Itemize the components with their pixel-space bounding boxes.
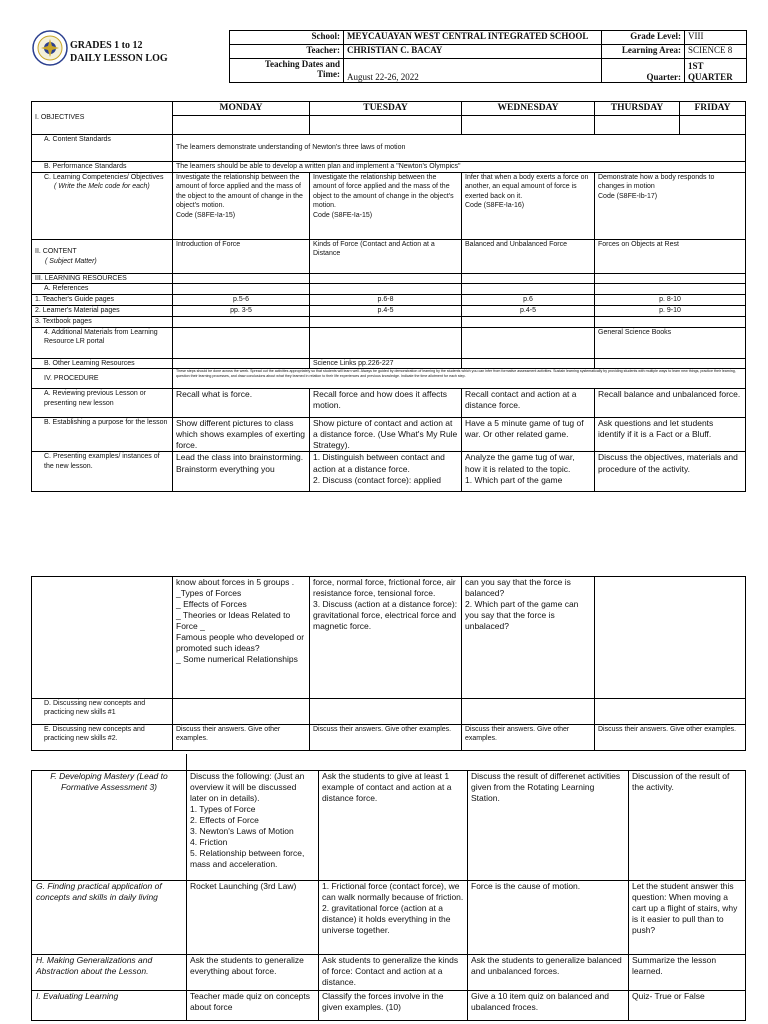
proc-a-monday: Recall what is force. bbox=[173, 389, 310, 418]
performance-label: B. Performance Standards bbox=[32, 162, 173, 173]
content-label: II. CONTENT ( Subject Matter) bbox=[32, 240, 173, 274]
grade-label: Grade Level: bbox=[602, 31, 685, 45]
textbook-label: 3. Textbook pages bbox=[32, 316, 173, 327]
procedure-note: These steps should be done across the week. Spread out the activities appropriately so that students will learn well. Always be guided by demonstration of learning by the students which you can infer from formative assessment activities. Sustain learning systematically by providing students with multiple ways to learn new things, practice their learning, question their learning processes, and draw conclusions about what they learned in relation to their life experiences and previous knowledge. Indicate the time allotment for each step. bbox=[173, 369, 746, 389]
proc-a-tuesday: Recall force and how does it affects motion. bbox=[310, 389, 462, 418]
day-wednesday: WEDNESDAY bbox=[462, 102, 595, 116]
tg-thursday: p. 8-10 bbox=[595, 294, 746, 305]
proc-g-monday: Rocket Launching (3rd Law) bbox=[187, 881, 319, 955]
tg-label: 1. Teacher's Guide pages bbox=[32, 294, 173, 305]
proc-b-thursday: Ask questions and let students identify if it is a Fact or a Bluff. bbox=[595, 418, 746, 452]
competency-tuesday: Investigate the relationship between the amount of force applied and the mass of the object to the amount of change in the object's motion. Code (S8FE-Ia-15) bbox=[310, 173, 462, 240]
area-label: Learning Area: bbox=[602, 45, 685, 59]
proc-e-wednesday: Discuss their answers. Give other examples. bbox=[462, 725, 595, 751]
lesson-table-page2 bbox=[31, 576, 746, 751]
competency-monday: Investigate the relationship between the amount of force applied and the mass of the object to the amount of change in the object's motion. Code (S8FE-Ia-15) bbox=[173, 173, 310, 240]
references-label: A. References bbox=[32, 284, 173, 294]
proc-g-thursday: Let the student answer this question: When moving a cart up a flight of stairs, why is it easier to pull than to push? bbox=[629, 881, 746, 955]
day-thursday: THURSDAY bbox=[595, 102, 680, 116]
proc-c-tuesday-cont: force, normal force, frictional force, air resistance force, tensional force. 3. Discuss (action at a distance force): gravitational force, electrical force and magnetic force. bbox=[310, 577, 462, 699]
day-monday: MONDAY bbox=[173, 102, 310, 116]
proc-e-monday: Discuss their answers. Give other examples. bbox=[173, 725, 310, 751]
proc-b-wednesday: Have a 5 minute game of tug of war. Or other related game. bbox=[462, 418, 595, 452]
content-monday: Introduction of Force bbox=[173, 240, 310, 274]
proc-h-tuesday: Ask students to generalize the kinds of force: Contact and action at a distance. bbox=[319, 955, 468, 991]
lesson-table-page3 bbox=[31, 770, 746, 1021]
log-title: GRADES 1 to 12 DAILY LESSON LOG bbox=[70, 40, 168, 64]
other-resources-label: B. Other Learning Resources bbox=[32, 358, 173, 368]
additional-thursday: General Science Books bbox=[595, 327, 746, 358]
proc-a-label: A. Reviewing previous Lesson or presenting new lesson bbox=[32, 389, 173, 418]
day-tuesday: TUESDAY bbox=[310, 102, 462, 116]
proc-i-wednesday: Give a 10 item quiz on balanced and ubalanced froces. bbox=[468, 991, 629, 1021]
proc-c-thursday: Discuss the objectives, materials and procedure of the activity. bbox=[595, 452, 746, 492]
proc-f-wednesday: Discuss the result of differenet activities given from the Rotating Learning Station. bbox=[468, 771, 629, 881]
quarter-value: 1ST QUARTER bbox=[685, 59, 747, 83]
proc-c-monday: Lead the class into brainstorming. Brainstorm everything you bbox=[173, 452, 310, 492]
proc-f-thursday: Discussion of the result of the activity. bbox=[629, 771, 746, 881]
proc-c-tuesday: 1. Distinguish between contact and action at a distance force. 2. Discuss (contact force): applied bbox=[310, 452, 462, 492]
proc-i-monday: Teacher made quiz on concepts about force bbox=[187, 991, 319, 1021]
proc-i-thursday: Quiz- True or False bbox=[629, 991, 746, 1021]
content-tuesday: Kinds of Force (Contact and Action at a Distance bbox=[310, 240, 462, 274]
teacher-label: Teacher: bbox=[230, 45, 344, 59]
proc-d-label: D. Discussing new concepts and practicing new skills #1 bbox=[32, 699, 173, 725]
dates-label: Teaching Dates and Time: bbox=[230, 59, 344, 83]
page3-divider bbox=[186, 754, 187, 771]
proc-a-wednesday: Recall contact and action at a distance force. bbox=[462, 389, 595, 418]
day-friday: FRIDAY bbox=[680, 102, 746, 116]
content-wednesday: Balanced and Unbalanced Force bbox=[462, 240, 595, 274]
school-value: MEYCAUAYAN WEST CENTRAL INTEGRATED SCHOOL bbox=[344, 31, 602, 45]
proc-h-label: H. Making Generalizations and Abstraction about the Lesson. bbox=[32, 955, 187, 991]
performance-standards: The learners should be able to develop a written plan and implement a "Newton's Olympics" bbox=[173, 162, 746, 173]
lesson-table-page1 bbox=[31, 101, 746, 492]
tg-tuesday: p.6-8 bbox=[310, 294, 462, 305]
proc-g-label: G. Finding practical application of concepts and skills in daily living bbox=[32, 881, 187, 955]
proc-a-thursday: Recall balance and unbalanced force. bbox=[595, 389, 746, 418]
proc-i-tuesday: Classify the forces involve in the given examples. (10) bbox=[319, 991, 468, 1021]
content-standards-label: A. Content Standards bbox=[32, 135, 173, 162]
proc-f-label: F. Developing Mastery (Lead to Formative Assessment 3) bbox=[32, 771, 187, 881]
proc-g-wednesday: Force is the cause of motion. bbox=[468, 881, 629, 955]
school-label: School: bbox=[230, 31, 344, 45]
content-thursday: Forces on Objects at Rest bbox=[595, 240, 746, 274]
dates-value: August 22-26, 2022 bbox=[344, 59, 602, 83]
objectives-label: I. OBJECTIVES bbox=[32, 102, 173, 135]
proc-b-label: B. Establishing a purpose for the lesson bbox=[32, 418, 173, 452]
area-value: SCIENCE 8 bbox=[685, 45, 747, 59]
proc-h-thursday: Summarize the lesson learned. bbox=[629, 955, 746, 991]
lm-wednesday: p.4-5 bbox=[462, 305, 595, 316]
lm-tuesday: p.4-5 bbox=[310, 305, 462, 316]
lm-thursday: p. 9-10 bbox=[595, 305, 746, 316]
quarter-label: Quarter: bbox=[602, 59, 685, 83]
proc-b-tuesday: Show picture of contact and action at a distance force. (Use What's My Rule Strategy). bbox=[310, 418, 462, 452]
proc-c-monday-cont: know about forces in 5 groups . _Types of Forces _ Effects of Forces _ Theories or Ideas Related to Force _ Famous people who developed or promoted such ideas? _ Some numerical Relationships bbox=[173, 577, 310, 699]
proc-b-monday: Show different pictures to class which shows examples of exerting force. bbox=[173, 418, 310, 452]
proc-i-label: I. Evaluating Learning bbox=[32, 991, 187, 1021]
proc-c-wednesday: Analyze the game tug of war, how it is related to the topic. 1. Which part of the game bbox=[462, 452, 595, 492]
other-resources-tuesday: Science Links pp.226-227 bbox=[310, 358, 462, 368]
resources-label: III. LEARNING RESOURCES bbox=[32, 274, 173, 284]
header-table bbox=[229, 30, 747, 83]
proc-e-label: E. Discussing new concepts and practicing new skills #2. bbox=[32, 725, 173, 751]
proc-c-label: C. Presenting examples/ instances of the new lesson. bbox=[32, 452, 173, 492]
proc-f-monday: Discuss the following: (Just an overview it will be discussed later on in details). 1. Types of Force 2. Effects of Force 3. Newton's Laws of Motion 4. Friction 5. Relationship between force, mass and acceleration. bbox=[187, 771, 319, 881]
content-standards: The learners demonstrate understanding of Newton's three laws of motion bbox=[173, 135, 746, 162]
proc-e-thursday: Discuss their answers. Give other examples. bbox=[595, 725, 746, 751]
tg-wednesday: p.6 bbox=[462, 294, 595, 305]
grade-value: VIII bbox=[685, 31, 747, 45]
lm-label: 2. Learner's Material pages bbox=[32, 305, 173, 316]
competency-thursday: Demonstrate how a body responds to changes in motion Code (S8FE-Ib-17) bbox=[595, 173, 746, 240]
proc-f-tuesday: Ask the students to give at least 1 example of contact and action at a distance force. bbox=[319, 771, 468, 881]
proc-g-tuesday: 1. Frictional force (contact force), we can walk normally because of friction. 2. gravitational force (action at a distance) it holds everything in the universe together. bbox=[319, 881, 468, 955]
proc-h-wednesday: Ask the students to generalize balanced and unbalanced forces. bbox=[468, 955, 629, 991]
procedure-label: IV. PROCEDURE bbox=[32, 369, 173, 389]
teacher-value: CHRISTIAN C. BACAY bbox=[344, 45, 602, 59]
additional-label: 4. Additional Materials from Learning Resource LR portal bbox=[32, 327, 173, 358]
competency-wednesday: Infer that when a body exerts a force on another, an equal amount of force is exerted back on it. Code (S8FE-Ia-16) bbox=[462, 173, 595, 240]
deped-seal-icon bbox=[32, 30, 68, 66]
proc-e-tuesday: Discuss their answers. Give other examples. bbox=[310, 725, 462, 751]
lm-monday: pp. 3-5 bbox=[173, 305, 310, 316]
proc-c-wednesday-cont: can you say that the force is balanced? 2. Which part of the game can you say that the force is unbalaced? bbox=[462, 577, 595, 699]
competencies-label: C. Learning Competencies/ Objectives ( Write the Melc code for each) bbox=[32, 173, 173, 240]
header bbox=[30, 30, 746, 82]
tg-monday: p.5-6 bbox=[173, 294, 310, 305]
proc-h-monday: Ask the students to generalize everything about force. bbox=[187, 955, 319, 991]
